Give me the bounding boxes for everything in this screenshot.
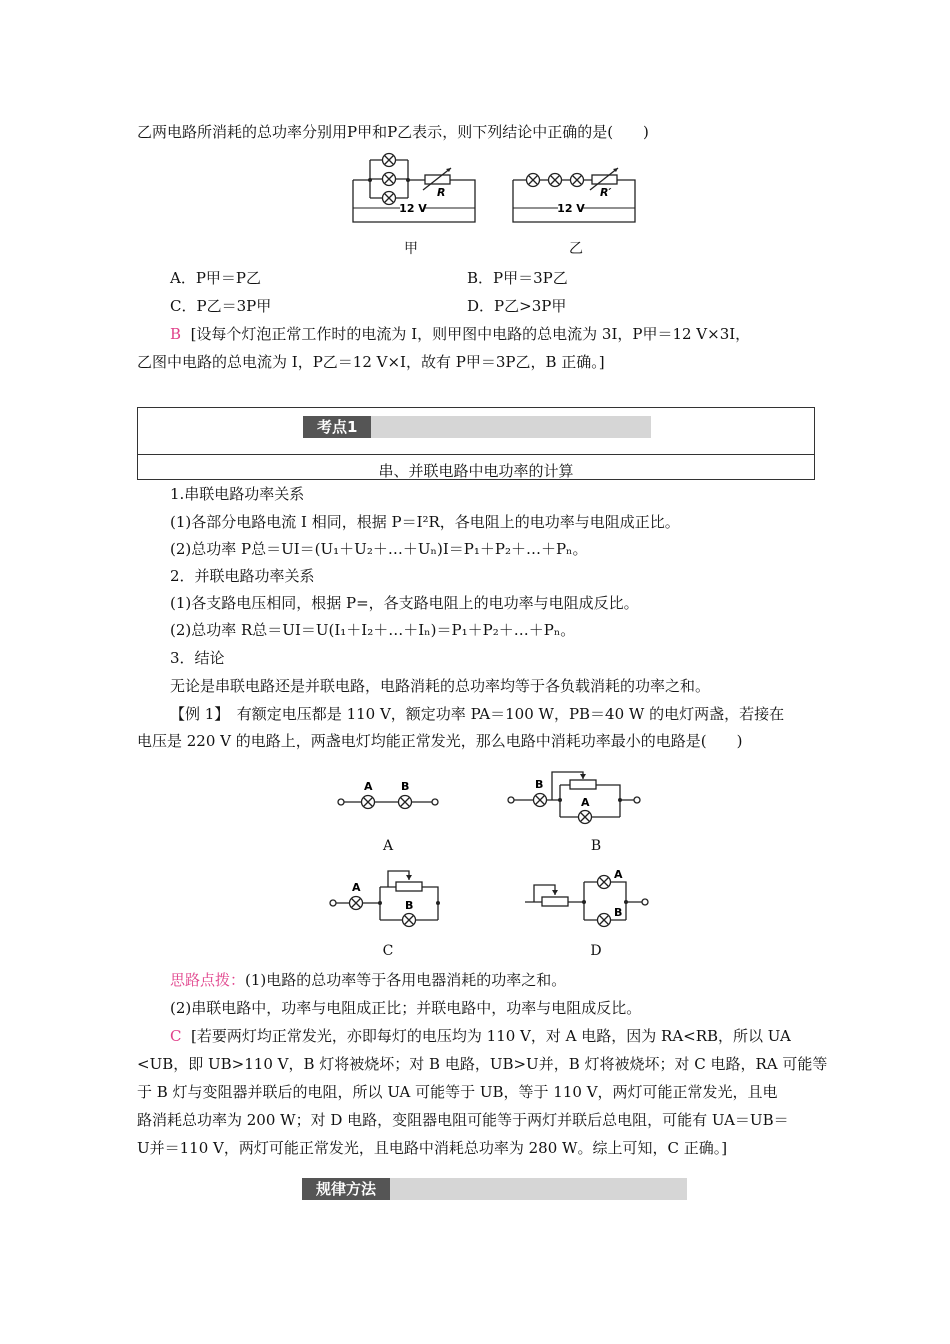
hint-line2: (2)串联电路中，功率与电阻成正比；并联电路中，功率与电阻成反比。 [170,999,642,1017]
body-line-5: (1)各支路电压相同，根据 P=，各支路电阻上的电功率与电阻成反比。 [170,594,639,612]
body-line-8: 无论是串联电路还是并联电路，电路消耗的总功率均等于各负载消耗的功率之和。 [170,677,711,695]
hint-text-1: (1)电路的总功率等于各用电器消耗的功率之和。 [245,971,567,989]
method-banner [302,1178,687,1200]
caption-circuit-b: B [590,838,602,854]
circuit-figure-1 [345,150,645,236]
answer-1-line2: 乙图中电路的总电流为 I，P乙＝12 V×I，故有 P甲＝3P乙，B 正确。] [137,353,605,371]
body-line-4: 2．并联电路功率关系 [170,567,315,585]
body-line-7: 3．结论 [170,649,225,667]
circuit-figure-2 [320,770,660,939]
body-line-6: (2)总功率 R总＝UI＝U(I₁＋I₂＋…＋Iₙ)＝P₁＋P₂＋…＋Pₙ。 [170,621,576,639]
lamp-a-label-circuit-d: A [614,868,623,881]
caption-circuit-c: C [382,943,394,959]
answer-2-line3: 于 B 灯与变阻器并联后的电阻，所以 UA 可能等于 UB，等于 110 V，两灯可能正常发光，且电 [137,1083,778,1101]
method-tag: 规律方法 [302,1178,390,1200]
caption-circuit-d: D [590,943,602,959]
lamp-a-label-circuit-c: A [352,881,361,894]
body-line-1: 1.串联电路功率关系 [170,485,305,503]
answer-2-line5: U并＝110 V，两灯可能正常发光，且电路中消耗总功率为 280 W。综上可知，C 正确。] [137,1139,728,1157]
answer-letter: B [170,325,182,343]
answer-2-letter: C [170,1027,182,1045]
question-intro: 乙两电路所消耗的总功率分别用P甲和P乙表示，则下列结论中正确的是( ) [137,123,649,141]
example-line2: 电压是 220 V 的电路上，两盏电灯均能正常发光，那么电路中消耗功率最小的电路是( ) [137,732,743,750]
rheostat-label-right: R′ [600,186,612,199]
section-box [137,407,815,480]
hint-label: 思路点拨： [170,971,246,989]
hint-line1 [170,970,566,990]
body-line-2: (1)各部分电路电流 I 相同，根据 P＝I²R，各电阻上的电功率与电阻成正比。 [170,513,680,531]
rheostat-label-left: R [437,186,446,199]
voltage-label-right: 12 V [557,202,585,215]
caption-yi: 乙 [569,241,583,257]
lamp-a-label-circuit-a: A [364,780,373,793]
option-d: D．P乙>3P甲 [467,297,567,315]
lamp-a-label-circuit-b: A [581,796,590,809]
example-line1: 【例 1】 有额定电压都是 110 V，额定功率 PA＝100 W，PB＝40 W 的电灯两盏，若接在 [170,705,785,723]
lamp-b-label-circuit-c: B [405,899,414,912]
voltage-label-left: 12 V [399,202,427,215]
answer-2-text: [若要两灯均正常发光，亦即每灯的电压均为 110 V，对 A 电路，因为 RA<RB，所以 UA [191,1027,791,1045]
answer-2-line4: 路消耗总功率为 200 W；对 D 电路，变阻器电阻可能等于两灯并联后总电阻，可能有 UA＝UB＝ [137,1111,789,1129]
answer-2-line1 [170,1026,791,1046]
caption-jia: 甲 [404,241,418,257]
lamp-b-label-circuit-b: B [535,778,544,791]
lamp-b-label-circuit-a: B [401,780,410,793]
option-a: A．P甲＝P乙 [170,269,262,287]
option-c: C．P乙＝3P甲 [170,297,272,315]
option-b: B．P甲＝3P乙 [467,269,568,287]
section-divider [138,454,814,455]
answer-2-line2: <UB，即 UB>110 V，B 灯将被烧坏；对 B 电路，UB>U并，B 灯将被烧坏；对 C 电路，RA 可能等 [137,1055,828,1073]
section-tag: 考点1 [303,416,371,438]
answer-1-text: [设每个灯泡正常工作时的电流为 I，则甲图中电路的总电流为 3I，P甲＝12 V×3I， [190,325,751,343]
body-line-3: (2)总功率 P总＝UI＝(U₁＋U₂＋…＋Uₙ)I＝P₁＋P₂＋…＋Pₙ。 [170,540,588,558]
section-banner [303,416,651,438]
lamp-b-label-circuit-d: B [614,906,623,919]
caption-circuit-a: A [382,838,394,854]
section-title: 串、并联电路中电功率的计算 [378,462,574,480]
answer-1-line1 [170,324,750,344]
